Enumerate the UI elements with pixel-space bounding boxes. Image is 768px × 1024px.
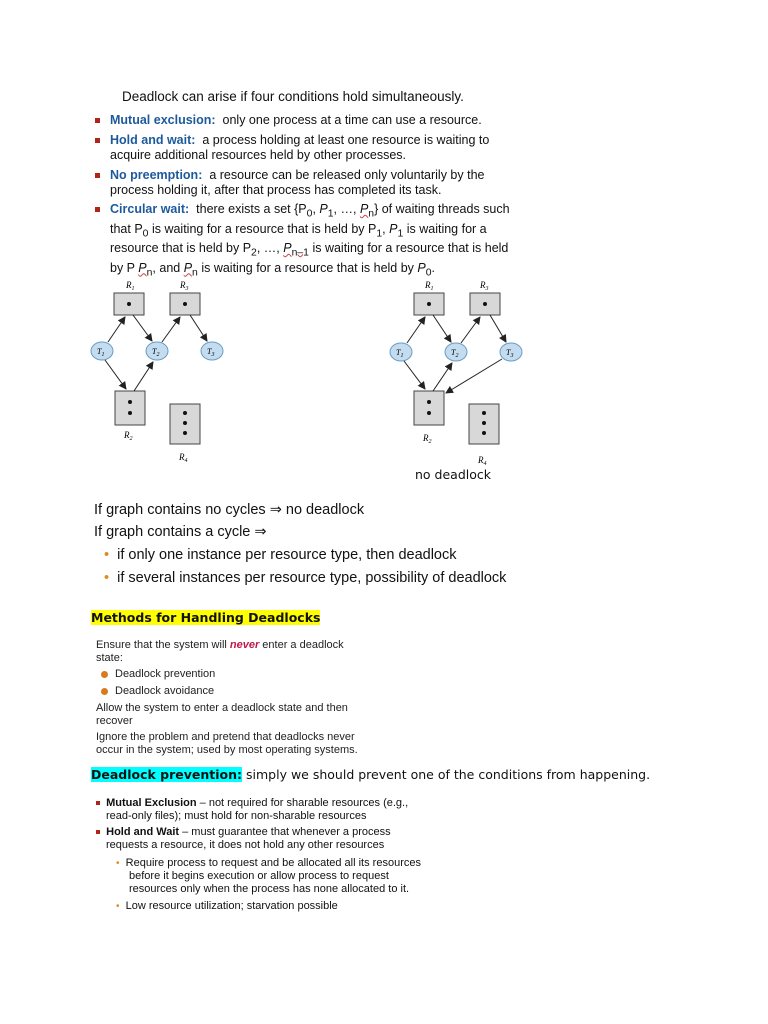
square-bullet-icon: [95, 173, 100, 178]
condition-circular-wait: Circular wait: there exists a set {$P_0$, $P_1$, …, $P_n$} of waiting threads such that $P_0$ is waiting for a resource that is held by $P_1$, $P_1$ is waiting for a resource that is held by $P_2$, …, $P_{n-1}$ is waiting for a resource that is held by P $P_n$, and $P_n$ is waiting for a resource that is held by $P_0$.: [96, 202, 516, 280]
rule-no-cycles: If graph contains no cycles ⇒ no deadlock: [94, 502, 365, 518]
condition-term: Mutual exclusion: [110, 113, 212, 127]
resource-r2-label: $R_2$: [124, 430, 133, 442]
resource-r1-label: $R_1$: [126, 280, 135, 292]
square-bullet-icon: [96, 801, 100, 805]
resource-r4-label: $R_4$: [478, 455, 487, 467]
condition-text: a resource can be released only voluntarily by the process holding it, after that process has completed its task.: [110, 168, 485, 197]
no-deadlock-caption: no deadlock: [415, 467, 491, 482]
square-bullet-icon: [95, 138, 100, 143]
thread-t2-label: $T_2$: [451, 348, 459, 359]
condition-text: a process holding at least one resource is waiting to acquire additional resources held by other processes.: [110, 133, 490, 162]
prevention-mutual-exclusion: Mutual Exclusion – not required for sharable resources (e.g., read-only files); must hold for non-sharable resources: [96, 797, 408, 823]
orange-dot-icon: [101, 671, 108, 678]
condition-text: only one process at a time can use a resource.: [222, 113, 482, 127]
resource-allocation-graph-left: [88, 275, 228, 470]
methods-allow: Allow the system to enter a deadlock state and then recover: [96, 702, 348, 727]
methods-item-prevention: Deadlock prevention: [101, 668, 215, 681]
intro-text: Deadlock can arise if four conditions hold simultaneously.: [122, 89, 464, 104]
methods-heading: Methods for Handling Deadlocks: [91, 610, 321, 625]
resource-r2-box: [414, 391, 444, 425]
methods-ignore: Ignore the problem and pretend that deadlocks never occur in the system; used by most operating systems.: [96, 731, 358, 756]
resource-r1-label: $R_1$: [425, 280, 434, 292]
rule-bullet-one-instance: • if only one instance per resource type, then deadlock: [104, 547, 457, 563]
resource-allocation-graph-right: [385, 275, 530, 470]
resource-r3-label: $R_3$: [480, 280, 489, 292]
orange-dot-icon: [101, 688, 108, 695]
condition-term: No preemption: [110, 168, 199, 182]
thread-t2-label: $T_2$: [152, 347, 160, 358]
resource-r4-label: $R_4$: [179, 452, 188, 464]
prevention-sub-require: • Require process to request and be allocated all its resources before it begins execution or allow process to request resources only when the process has none allocated to it.: [116, 857, 421, 895]
rule-cycle: If graph contains a cycle ⇒: [94, 524, 267, 540]
rule-bullet-several-instances: • if several instances per resource type, possibility of deadlock: [104, 570, 507, 586]
condition-term: Hold and wait: [110, 133, 192, 147]
thread-t3-label: $T_3$: [207, 347, 215, 358]
methods-item-avoidance: Deadlock avoidance: [101, 685, 214, 698]
thread-t3-label: $T_3$: [506, 348, 514, 359]
prevention-heading: Deadlock prevention:: [91, 767, 243, 782]
condition-no-preemption: No preemption: a resource can be released only voluntarily by the process holding it, after that process has completed its task.: [96, 168, 516, 198]
square-bullet-icon: [96, 830, 100, 834]
resource-r2-label: $R_2$: [423, 433, 432, 445]
square-bullet-icon: [95, 118, 100, 123]
condition-mutual-exclusion: Mutual exclusion: only one process at a time can use a resource.: [96, 113, 516, 128]
prevention-line: Deadlock prevention: simply we should prevent one of the conditions from happening.: [91, 767, 651, 782]
prevention-hold-and-wait: Hold and Wait – must guarantee that whenever a process requests a resource, it does not hold any other resources: [96, 826, 391, 852]
prevention-sub-low-utilization: • Low resource utilization; starvation possible: [116, 900, 338, 912]
square-bullet-icon: [95, 207, 100, 212]
condition-term: Circular wait: [110, 202, 186, 216]
resource-r3-label: $R_3$: [180, 280, 189, 292]
resource-r2-box: [115, 391, 145, 425]
condition-hold-and-wait: Hold and wait: a process holding at least one resource is waiting to acquire additional resources held by other processes.: [96, 133, 516, 163]
thread-t1-label: $T_1$: [97, 347, 105, 358]
methods-ensure: Ensure that the system will never enter a deadlock state:: [96, 639, 344, 664]
thread-t1-label: $T_1$: [396, 348, 404, 359]
